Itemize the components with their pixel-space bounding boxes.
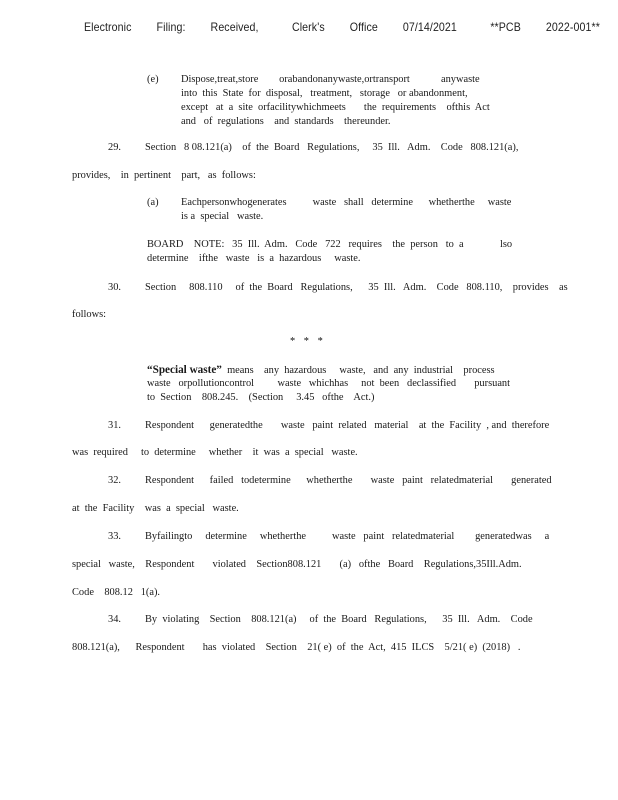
para-33-line-2: special waste, Respondent violated Section808.121 (a) ofthe Board Regulations,35Ill.Adm.: [72, 559, 522, 570]
special-waste-line-3: to Section 808.245. (Section 3.45 ofthe Act.): [147, 392, 375, 403]
para-30-line-2: follows:: [72, 309, 107, 320]
para-32-line-2: at the Facility was a special waste.: [72, 503, 239, 514]
para-31-line-1: Respondent generatedthe waste paint related material at the Facility , and therefore: [145, 420, 550, 431]
para-32-line-1: Respondent failed todetermine whetherthe waste paint relatedmaterial generated: [145, 475, 552, 486]
item-e-line-2: into this State for disposal, treatment, storage or abandonment,: [181, 88, 468, 99]
item-e-line-3: except at a site orfacilitywhichmeets the requirements ofthis Act: [181, 102, 490, 113]
special-waste-line-1-rest: means any hazardous waste, and any industrial process: [221, 365, 495, 376]
para-33-line-1: Byfailingto determine whetherthe waste paint relatedmaterial generatedwas a: [145, 531, 550, 542]
para-29-number: 29.: [108, 142, 121, 153]
para-31-number: 31.: [108, 420, 121, 431]
para-33-number: 33.: [108, 531, 121, 542]
ellipsis-stars: * * *: [290, 336, 326, 347]
para-33-line-3: Code 808.12 1(a).: [72, 587, 161, 598]
board-note-line-2: determine ifthe waste is a hazardous waste.: [147, 253, 361, 264]
item-e-marker: (e): [147, 74, 159, 85]
para-34-line-2: 808.121(a), Respondent has violated Section 21( e) of the Act, 415 ILCS 5/21( e) (2018) .: [72, 642, 521, 653]
para-34-number: 34.: [108, 614, 121, 625]
filing-header: Electronic Filing: Received, Clerk's Office 07/14/2021 **PCB 2022-001**: [84, 20, 600, 34]
special-waste-line-1: [147, 363, 495, 378]
item-a-line-1: Eachpersonwhogenerates waste shall determine whetherthe waste: [181, 197, 512, 208]
para-29-line-2: provides, in pertinent part, as follows:: [72, 170, 256, 181]
para-32-number: 32.: [108, 475, 121, 486]
item-a-line-2: is a special waste.: [181, 211, 264, 222]
para-34-line-1: By violating Section 808.121(a) of the Board Regulations, 35 Ill. Adm. Code: [145, 614, 533, 625]
para-31-line-2: was required to determine whether it was a special waste.: [72, 447, 358, 458]
para-30-line-1: Section 808.110 of the Board Regulations, 35 Ill. Adm. Code 808.110, provides as: [145, 282, 568, 293]
item-a-marker: (a): [147, 197, 159, 208]
special-waste-line-2: waste orpollutioncontrol waste whichhas not been declassified pursuant: [147, 378, 511, 389]
special-waste-term: “Special waste”: [147, 364, 222, 376]
para-29-line-1: Section 8 08.121(a) of the Board Regulations, 35 Ill. Adm. Code 808.121(a),: [145, 142, 519, 153]
para-30-number: 30.: [108, 282, 121, 293]
item-e-line-4: and of regulations and standards thereunder.: [181, 116, 391, 127]
item-e-line-1: Dispose,treat,store orabandonanywaste,ortransport anywaste: [181, 74, 480, 85]
board-note-line-1: BOARD NOTE: 35 Ill. Adm. Code 722 requires the person to a lso: [147, 239, 513, 250]
